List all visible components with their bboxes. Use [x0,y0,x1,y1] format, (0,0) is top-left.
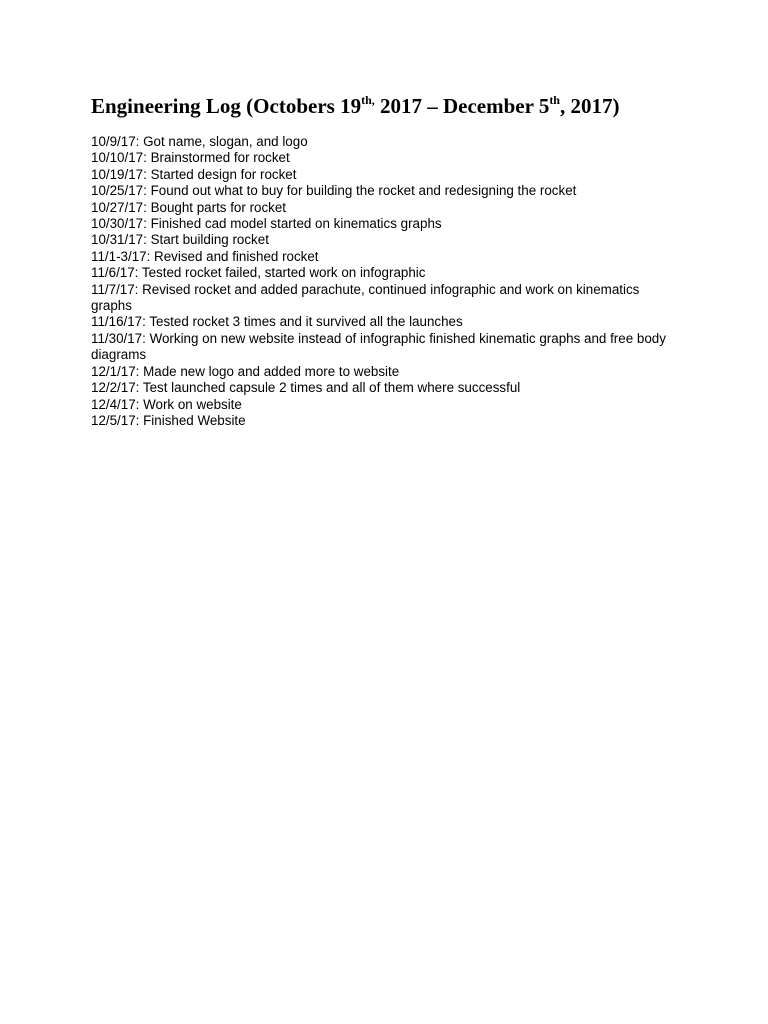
title-superscript-first: th, [361,93,375,107]
title-text-middle: 2017 – December 5 [374,94,550,118]
log-entry: 11/30/17: Working on new website instead of infographic finished kinematic graphs and free body diagrams [91,330,666,363]
log-entry: 11/7/17: Revised rocket and added parachute, continued infographic and work on kinematics graphs [91,281,640,314]
log-entry: 12/2/17: Test launched capsule 2 times and all of them where successful [91,380,521,396]
log-entry: 10/27/17: Bought parts for rocket [91,199,287,215]
log-entry: 12/1/17: Made new logo and added more to website [91,363,400,379]
log-entry-list [91,134,671,429]
log-entry: 11/6/17: Tested rocket failed, started work on infographic [91,265,426,281]
log-entry: 10/31/17: Start building rocket [91,232,269,248]
title-text-end: , 2017) [559,94,620,118]
log-entry: 10/19/17: Started design for rocket [91,166,297,182]
log-entry: 10/25/17: Found out what to buy for building the rocket and redesigning the rocket [91,183,577,199]
title-superscript-second: th [549,93,560,107]
log-entry: 12/4/17: Work on website [91,396,242,412]
log-entry: 12/5/17: Finished Website [91,412,246,428]
document-title [91,92,751,120]
title-text-start: Engineering Log (Octobers 19 [91,94,362,118]
log-entry: 11/16/17: Tested rocket 3 times and it survived all the launches [91,314,463,330]
log-entry: 10/10/17: Brainstormed for rocket [91,150,290,166]
log-entry: 10/9/17: Got name, slogan, and logo [91,134,308,149]
log-entry: 11/1-3/17: Revised and finished rocket [91,248,319,264]
log-entry: 10/30/17: Finished cad model started on kinematics graphs [91,216,442,232]
